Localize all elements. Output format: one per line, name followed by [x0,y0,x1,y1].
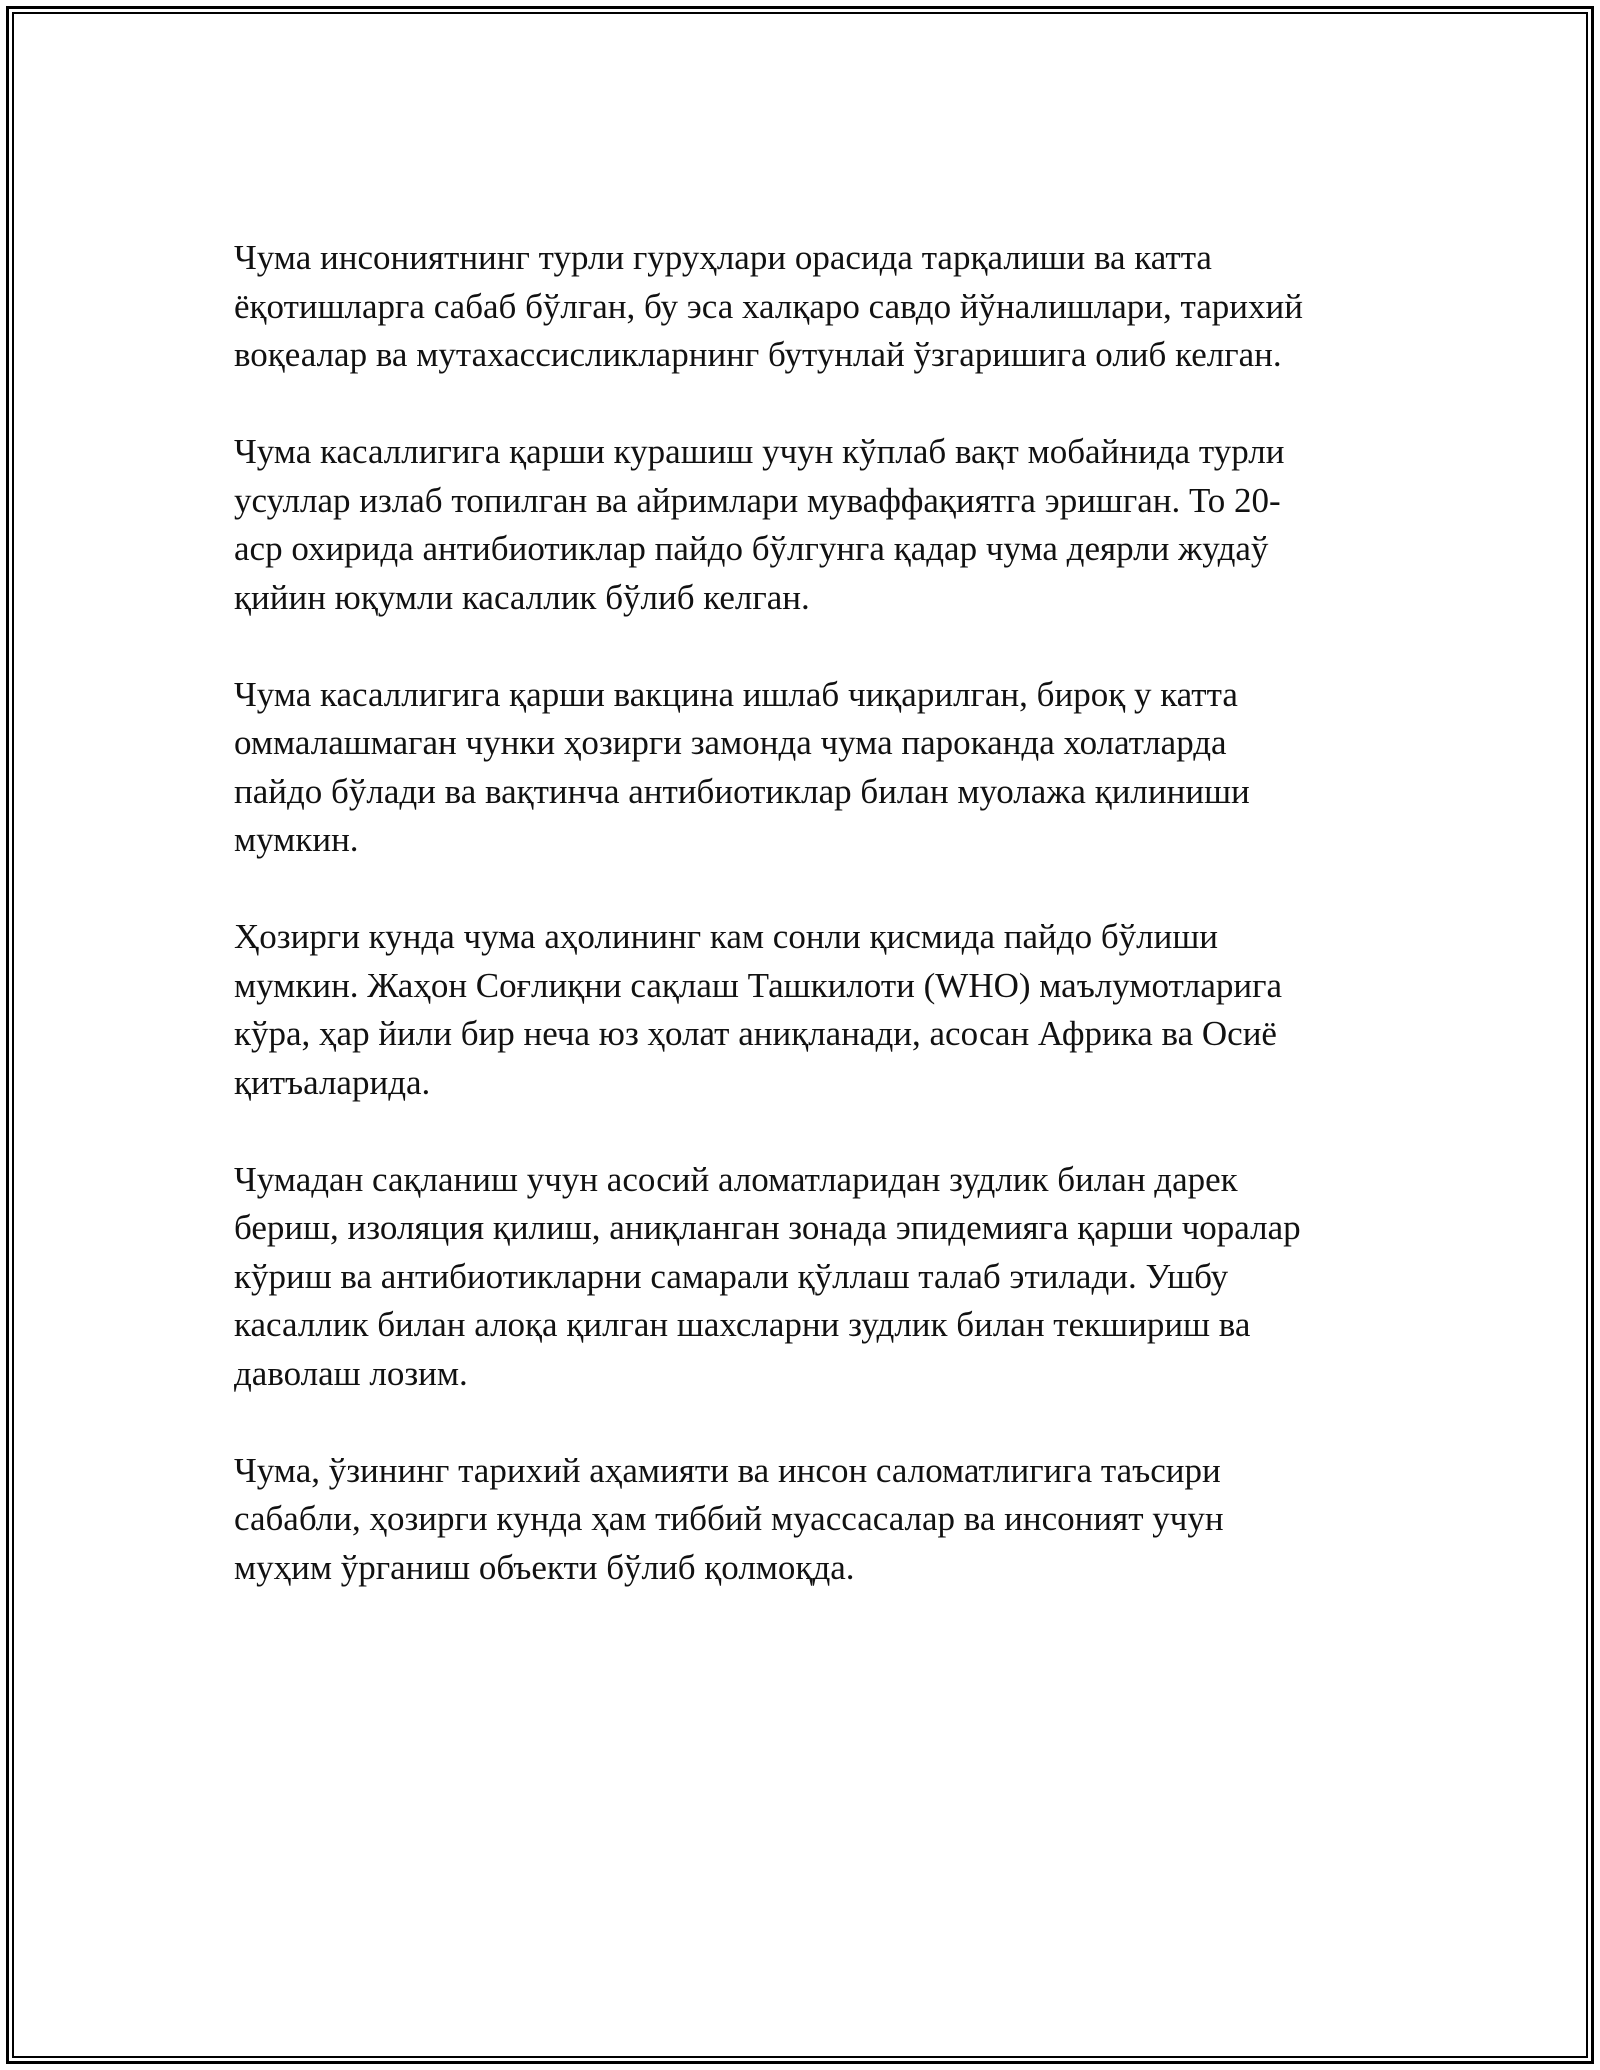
paragraph-line: муҳим ўрганиш объекти бўлиб қолмоқда. [234,1547,855,1587]
paragraph-line: Чума касаллигига қарши курашиш учун кўплаб вақт мобайнида турли [234,432,1285,471]
paragraph-line: ёқотишларга сабаб бўлган, бу эса халқаро савдо йўналишлари, тарихий [234,286,1303,326]
paragraph-2 [234,428,1364,622]
paragraph-6 [234,1447,1364,1593]
paragraph-line: Чума, ўзининг тарихий аҳамияти ва инсон саломатлигига таъсири [234,1450,1221,1490]
paragraph-3 [234,671,1364,865]
paragraph-line: мумкин. [234,820,359,859]
paragraph-line: мумкин. Жаҳон Соғлиқни сақлаш Ташкилоти (WHO) маълумотларига [234,965,1283,1005]
paragraph-line: қитъаларида. [234,1062,431,1102]
paragraph-line: Чума касаллигига қарши вакцина ишлаб чиқарилган, бироқ у катта [234,674,1238,714]
paragraph-line: Ҳозирги кунда чума аҳолининг кам сонли қисмида пайдо бўлиши [234,917,1218,956]
paragraph-5 [234,1156,1364,1399]
paragraph-line: Чума инсониятнинг турли гуруҳлари орасида тарқалиши ва катта [234,238,1212,277]
paragraph-line: бериш, изоляция қилиш, аниқланган зонада эпидемияга қарши чоралар [234,1208,1301,1247]
paragraph-line: усуллар излаб топилган ва айримлари муваффақиятга эришган. То 20- [234,480,1281,520]
paragraph-line: Чумадан сақланиш учун асосий аломатларидан зудлик билан дарек [234,1159,1238,1199]
paragraph-1 [234,234,1364,380]
paragraph-line: аср охирида антибиотиклар пайдо бўлгунга қадар чума деярли жудаў [234,529,1269,568]
paragraph-line: кўра, ҳар йили бир неча юз ҳолат аниқланади, асосан Африка ва Осиё [234,1014,1277,1053]
document-body [234,234,1364,1641]
paragraph-4 [234,913,1364,1107]
paragraph-line: пайдо бўлади ва вақтинча антибиотиклар билан муолажа қилиниши [234,771,1250,811]
paragraph-line: кўриш ва антибиотикларни самарали қўллаш талаб этилади. Ушбу [234,1256,1229,1296]
paragraph-line: воқеалар ва мутахассисликларнинг бутунлай ўзгаришига олиб келган. [234,335,1282,374]
paragraph-line: даволаш лозим. [234,1353,468,1393]
paragraph-line: сабабли, ҳозирги кунда ҳам тиббий муассасалар ва инсоният учун [234,1499,1224,1538]
paragraph-line: қийин юқумли касаллик бўлиб келган. [234,577,810,617]
paragraph-line: оммалашмаган чунки ҳозирги замонда чума пароканда холатларда [234,723,1227,762]
paragraph-line: касаллик билан алоқа қилган шахсларни зудлик билан текшириш ва [234,1305,1251,1344]
